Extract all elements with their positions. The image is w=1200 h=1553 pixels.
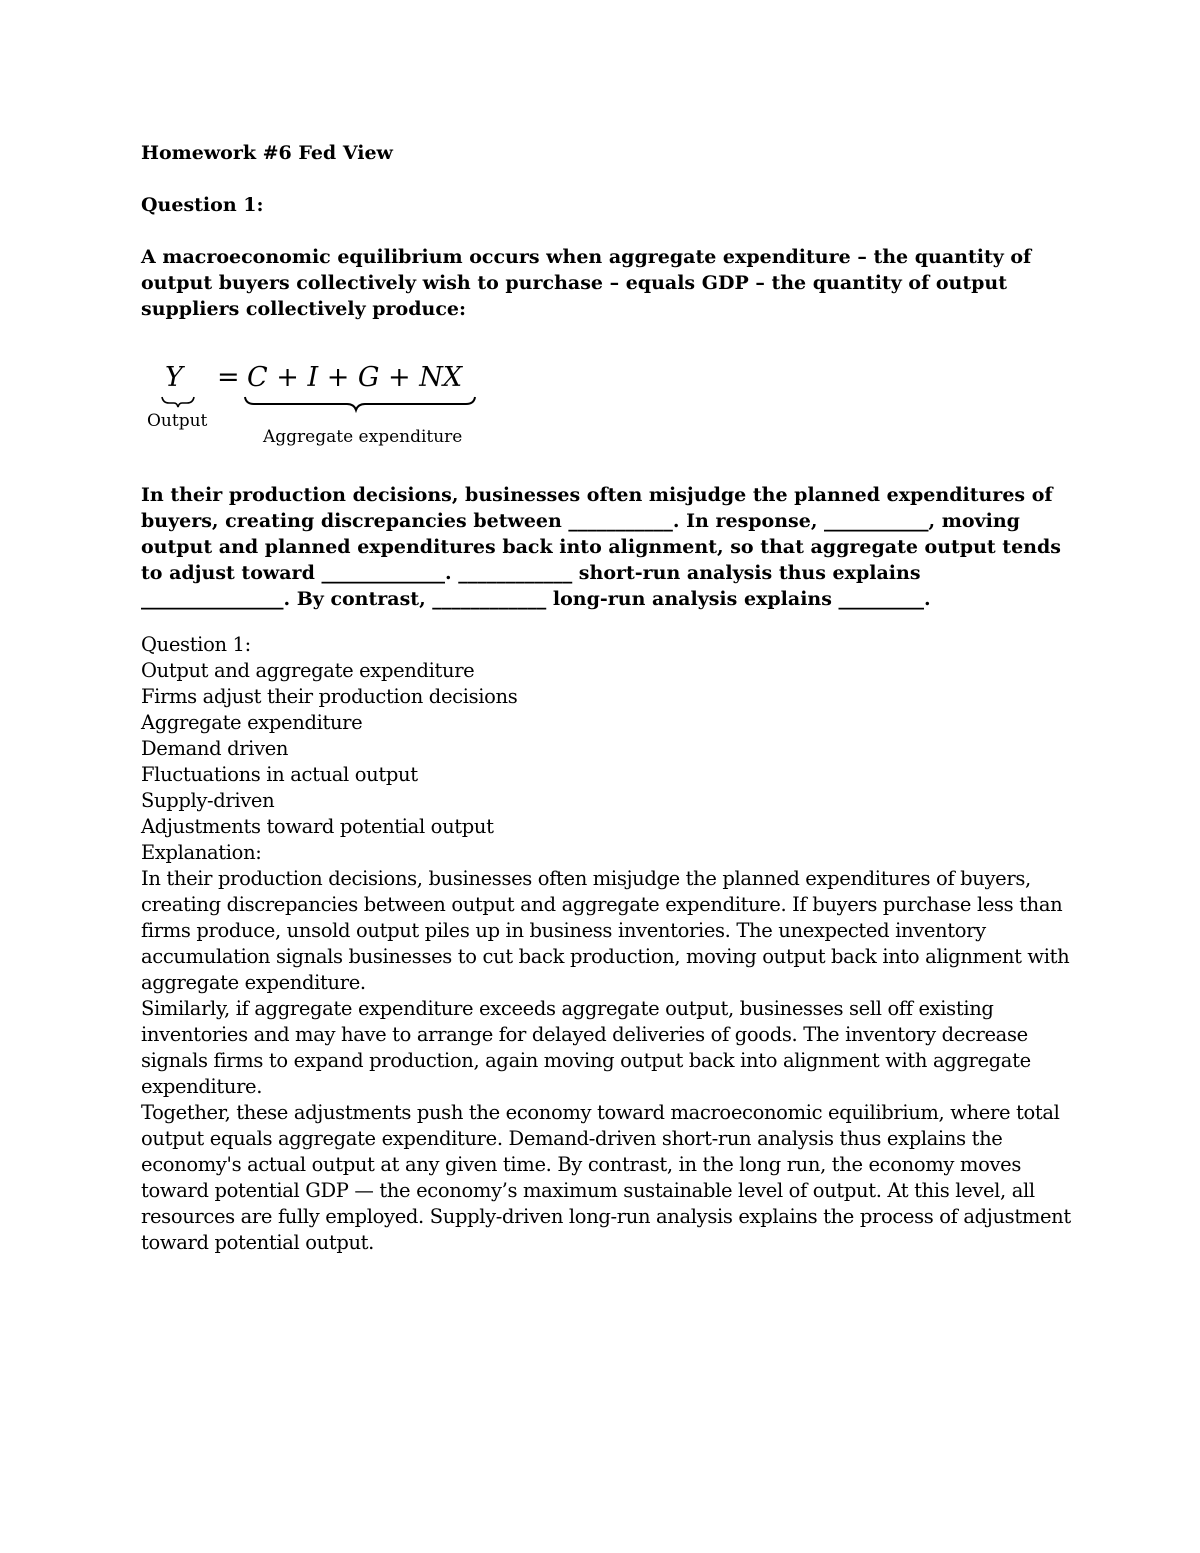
explanation-paragraph: Similarly, if aggregate expenditure exceeds aggregate output, businesses sell off existing inventories and may have to arrange for delayed deliveries of goods. The inventory decrease signals firms to expand production, again moving output back into alignment with aggregate expenditure.	[141, 997, 1031, 1098]
fill-in-paragraph: In their production decisions, businesses often misjudge the planned expenditures of buyers, creating discrepancies between ___________. In response, ___________, moving output and planned expenditures back into alignment, so that aggregate output tends to adjust toward _____________. ____________ short-run analysis thus explains _______________. By contrast, ____________ long-run analysis explains _________.	[141, 484, 1061, 610]
explanation-label: Explanation:	[141, 841, 262, 864]
answer-item: Supply-driven	[141, 789, 275, 812]
answer-item: Demand driven	[141, 737, 289, 760]
expenditure-underbrace	[245, 397, 475, 410]
explanation-paragraph: In their production decisions, businesses often misjudge the planned expenditures of buyers, creating discrepancies between output and aggregate expenditure. If buyers purchase less than firms produce, unsold output piles up in business inventories. The unexpected inventory accumulation signals businesses to cut back production, moving output back into alignment with aggregate expenditure.	[141, 867, 1070, 994]
answer-item: Firms adjust their production decisions	[141, 685, 518, 708]
answers-heading: Question 1:	[141, 633, 251, 656]
answer-item: Fluctuations in actual output	[141, 763, 418, 786]
output-label: Output	[147, 411, 208, 431]
intro-paragraph: A macroeconomic equilibrium occurs when aggregate expenditure – the quantity of output buyers collectively wish to purchase – equals GDP – the quantity of output suppliers collectively produce:	[141, 246, 1032, 320]
answer-item: Adjustments toward potential output	[141, 815, 494, 838]
equation-equals: =	[217, 362, 240, 393]
question-heading: Question 1:	[141, 194, 264, 216]
expenditure-label: Aggregate expenditure	[263, 427, 463, 447]
equation-lhs: Y	[165, 362, 183, 393]
answer-item: Aggregate expenditure	[141, 711, 363, 734]
document-title: Homework #6 Fed View	[141, 142, 393, 164]
document-page	[141, 140, 1071, 1256]
answers-section	[141, 632, 1071, 1256]
equation-svg	[141, 354, 481, 446]
equation-rhs: C + I + G + NX	[247, 362, 463, 393]
equation-figure	[141, 354, 481, 446]
output-underbrace	[162, 397, 194, 407]
answer-item: Output and aggregate expenditure	[141, 659, 475, 682]
explanation-paragraph: Together, these adjustments push the economy toward macroeconomic equilibrium, where total output equals aggregate expenditure. Demand-driven short-run analysis thus explains the economy's actual output at any given time. By contrast, in the long run, the economy moves toward potential GDP — the economy’s maximum sustainable level of output. At this level, all resources are fully employed. Supply-driven long-run analysis explains the process of adjustment toward potential output.	[141, 1101, 1071, 1254]
